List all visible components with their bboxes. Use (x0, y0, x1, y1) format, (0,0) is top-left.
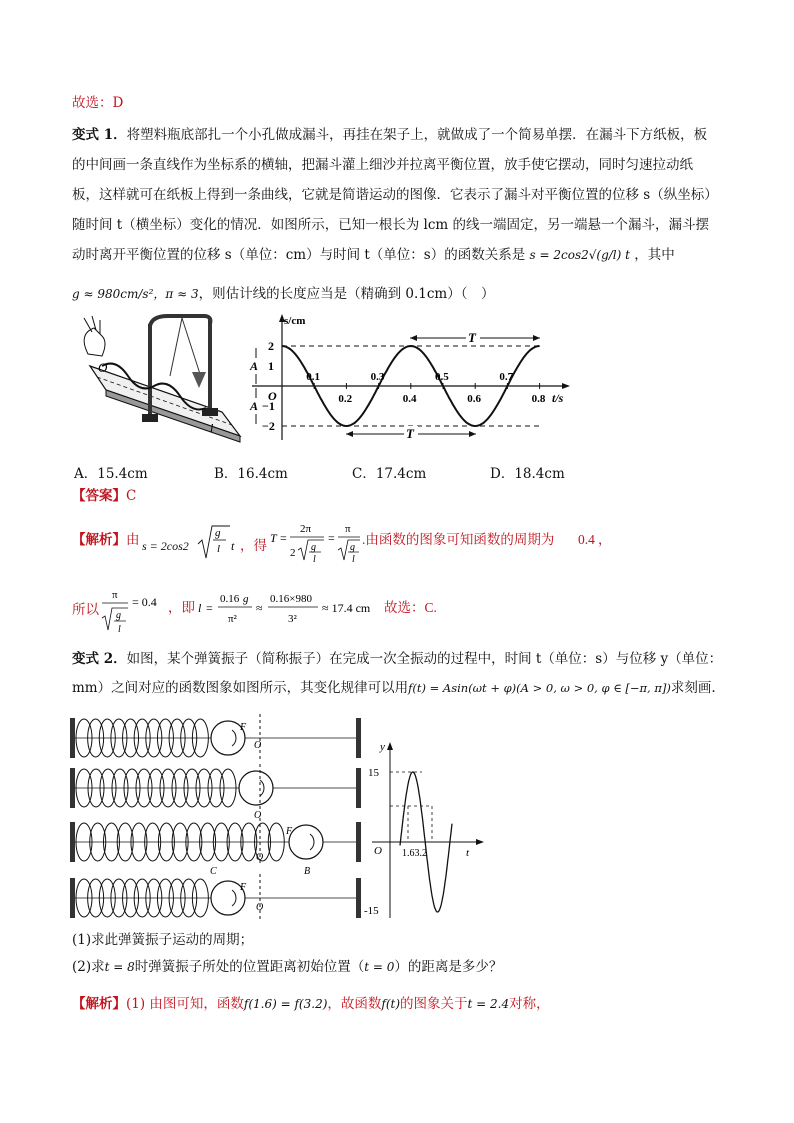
option-c[interactable]: C．17.4cm (352, 466, 427, 482)
x-tick-label: 0.6 (467, 393, 481, 405)
svg-text:O: O (256, 852, 264, 863)
svg-text:.由函数的图象可知函数的周期为: .由函数的图象可知函数的周期为 (362, 532, 555, 547)
svg-text:3²: 3² (288, 613, 297, 625)
wall-left (70, 822, 75, 862)
option-d[interactable]: D．18.4cm (490, 466, 565, 482)
svg-text:0.16: 0.16 (220, 593, 240, 605)
svg-text:2π: 2π (300, 523, 312, 535)
exercise2-line1: 变式 2．如图，某个弹簧振子（简称振子）在完成一次全振动的过程中，时间 t（单位：s）与位移 y（单位： (72, 651, 723, 667)
previous-answer: 故选：D (72, 95, 124, 111)
answer-line: 【答案】C (72, 488, 137, 504)
svg-text:g: g (350, 542, 355, 553)
svg-text:0.16×980: 0.16×980 (270, 593, 312, 605)
svg-text:g: g (116, 610, 121, 621)
svg-text:g: g (243, 593, 249, 605)
svg-text:O: O (254, 810, 262, 821)
svg-text:2: 2 (290, 547, 296, 559)
option-a[interactable]: A．15.4cm (74, 466, 148, 482)
svg-text:l: l (198, 601, 202, 615)
wall-right (356, 822, 361, 862)
exercise1-line2: 的中间画一条直线作为坐标系的横轴，把漏斗灌上细沙并拉离平衡位置，放手使它摆动，同时匀速拉动纸 (72, 157, 693, 173)
exercise2-line2: mm）之间对应的函数图象如图所示，其变化规律可以用f(t) = Asin(ωt + φ)(A > 0, ω > 0, φ ∈ [−π, π])求刻画. (72, 680, 716, 696)
t-axis-label: t (466, 847, 470, 859)
period-label-bottom: T (406, 426, 414, 441)
svg-text:=: = (206, 601, 213, 615)
tick-y-1: 1 (268, 359, 274, 373)
oscillator-ball (289, 825, 323, 859)
wall-left (70, 768, 75, 808)
svg-text:=: = (280, 531, 287, 545)
svg-text:，即: ，即 (168, 600, 195, 615)
svg-text:≈: ≈ (256, 601, 263, 615)
svg-text:t: t (231, 539, 235, 553)
amplitude-label-lower: A (250, 399, 259, 413)
x-tick-label: 0.4 (402, 393, 417, 405)
tick-y-2: 2 (268, 339, 274, 353)
constants: g ≈ 980cm/s²，π ≈ 3 (72, 287, 199, 301)
axis-label-t: t/s (552, 391, 564, 405)
x-tick-label: 0.7 (499, 371, 514, 383)
exercise1-line5: 动时离开平衡位置的位移 s（单位：cm）与时间 t（单位：s）的函数关系是 s = 2cos2√(g/l) t ，其中 (72, 247, 675, 263)
wall-left (70, 718, 75, 758)
period-label-top: T (468, 330, 476, 345)
svg-text:=: = (328, 531, 335, 545)
exercise1-line4: 随时间 t（横坐标）变化的情况．如图所示，已知一根长为 lcm 的线一端固定，另一端悬一个漏斗，漏斗摆 (72, 217, 709, 233)
svg-text:O: O (256, 902, 264, 913)
amplitude-label-upper: A (250, 359, 259, 373)
svg-text:π²: π² (228, 613, 237, 625)
option-b[interactable]: B．16.4cm (214, 466, 288, 482)
svg-text:B: B (304, 866, 311, 877)
oscillator-ball (239, 771, 273, 805)
svg-text:= 0.4: = 0.4 (132, 595, 157, 609)
x-tick-label: 0.3 (370, 371, 385, 383)
svg-text:≈ 17.4 cm: ≈ 17.4 cm (322, 601, 371, 615)
svg-text:O: O (98, 360, 108, 375)
spring-oscillator-figure (70, 712, 370, 924)
svg-text:F: F (240, 722, 247, 733)
exercise2-label: 变式 2． (72, 651, 127, 667)
exercise2-analysis: 【解析】(1) 由图可知，函数f(1.6) = f(3.2)，故函数f(t)的图象关于t = 2.4对称， (72, 996, 550, 1012)
tick-15: 15 (368, 767, 379, 779)
svg-text:0.4: 0.4 (578, 532, 595, 547)
origin-label: O (374, 845, 382, 857)
analysis1-line2: 所以 (72, 602, 99, 618)
exercise1-line3: 板，这样就可在纸板上得到一条曲线，它就是简谐运动的图像．它表示了漏斗对平衡位置的位移 s（纵坐标） (72, 187, 718, 203)
svg-text:s = 2cos2: s = 2cos2 (142, 539, 189, 553)
x-tick-label: 0.8 (531, 393, 546, 405)
svg-text:T: T (270, 531, 277, 545)
tick-y-origin: O (268, 389, 277, 403)
tick-neg15: -15 (364, 905, 379, 917)
exercise1-label: 变式 1． (72, 127, 127, 143)
displacement-time-chart (244, 312, 574, 444)
svg-text:π: π (345, 523, 351, 535)
question-2: (2)求t = 8时弹簧振子所处的位置距离初始位置（t = 0）的距离是多少？ (72, 959, 503, 975)
svg-text:F: F (240, 882, 247, 893)
wall-left (70, 878, 75, 918)
svg-text:，得: ，得 (240, 538, 267, 553)
y-axis-label: y (380, 742, 385, 753)
x-tick-label: 0.1 (306, 371, 320, 383)
pendulum-apparatus-figure (72, 314, 248, 452)
answer-value: C (126, 488, 137, 504)
svg-text:l: l (210, 421, 214, 435)
svg-text:故选：C.: 故选：C. (384, 600, 437, 615)
exercise1-line1: 变式 1．将塑料瓶底部扎一个小孔做成漏斗，再挂在架子上，就做成了一个简易单摆．在漏斗下方纸板，板 (72, 127, 708, 143)
svg-text:l: l (217, 543, 221, 555)
formula-s-cos: s = 2cos2√(g/l) t (529, 248, 630, 262)
wall-right (356, 718, 361, 758)
svg-text:l: l (118, 624, 121, 635)
tick-y-neg1: −1 (262, 399, 275, 413)
wall-right (356, 878, 361, 918)
analysis1-line1: 【解析】由 (72, 532, 140, 548)
svg-text:l: l (352, 554, 355, 565)
svg-text:O: O (254, 740, 262, 751)
question-1: (1)求此弹簧振子运动的周期； (72, 932, 254, 948)
svg-text:F: F (286, 826, 293, 837)
oscillation-graph (362, 742, 492, 920)
x-tick-label: 0.2 (338, 393, 353, 405)
svg-text:g: g (215, 527, 221, 539)
svg-text:l: l (313, 554, 316, 565)
svg-text:C: C (210, 866, 217, 877)
tick-1.6-3.2: 1.63.2 (402, 848, 427, 859)
x-tick-label: 0.5 (435, 371, 449, 383)
wall-right (356, 768, 361, 808)
svg-text:π: π (112, 589, 118, 601)
formula-ft: f(t) = Asin(ωt + φ)(A > 0, ω > 0, φ ∈ [−π, π]) (408, 681, 671, 695)
analysis2-formulas (98, 586, 498, 638)
exercise1-line6: g ≈ 980cm/s²，π ≈ 3，则估计线的长度应当是（精确到 0.1cm）（ ） (72, 286, 495, 302)
svg-text:g: g (311, 542, 316, 553)
svg-text:，: ， (598, 532, 612, 547)
tick-y-neg2: −2 (262, 419, 275, 433)
axis-label-s: s/cm (284, 315, 306, 327)
analysis1-formulas (142, 520, 794, 566)
